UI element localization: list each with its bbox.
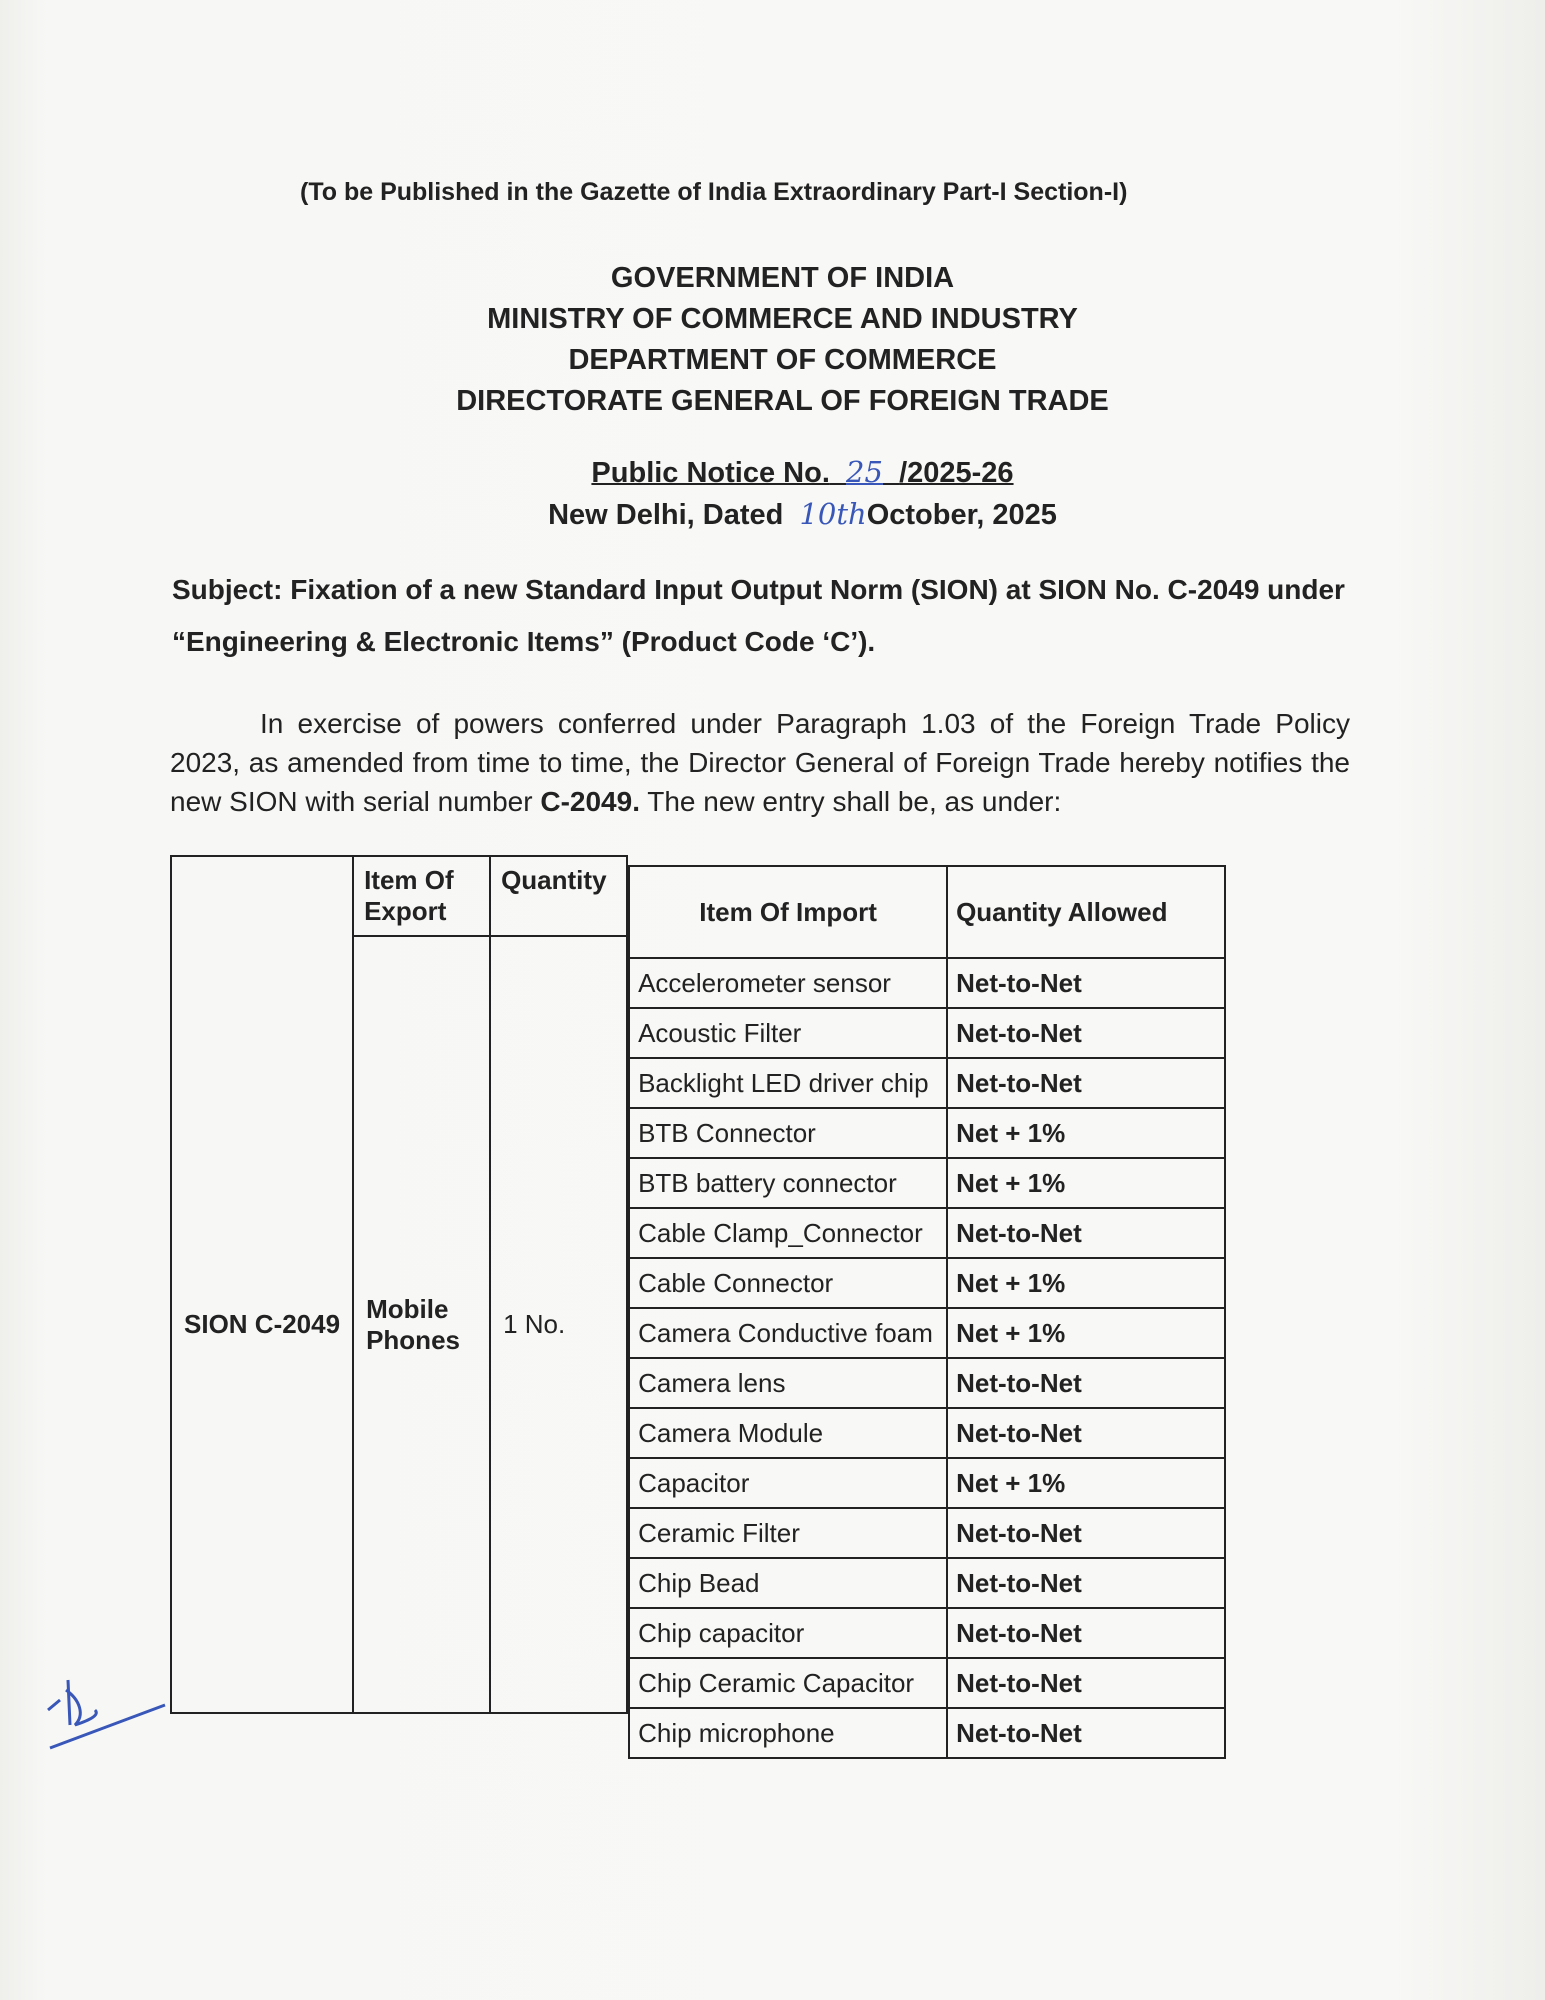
- import-row: [629, 1258, 1225, 1308]
- para-text: In exercise of powers conferred under Paragraph 1.03 of the Foreign Trade Policy 2023, as amended from time to time, the Director General of Foreign Trade hereby notifies the new SION with serial number: [170, 708, 1350, 817]
- import-row: [629, 1358, 1225, 1408]
- org-line: GOVERNMENT OF INDIA: [610, 262, 955, 294]
- quantity-allowed-cell: Net + 1%: [947, 1458, 1225, 1508]
- header-quantity-allowed: Quantity Allowed: [947, 866, 1225, 958]
- import-item-cell: Chip capacitor: [629, 1608, 947, 1658]
- import-item-cell: Capacitor: [629, 1458, 947, 1508]
- quantity-allowed-cell: Net-to-Net: [947, 1508, 1225, 1558]
- import-row: [629, 1608, 1225, 1658]
- import-row: [629, 1558, 1225, 1608]
- import-row: [629, 1208, 1225, 1258]
- subject-line: Subject: Fixation of a new Standard Input Output Norm (SION) at SION No. C-2049 under “Engineering & Electronic Items” (Product Code ‘C’).: [172, 574, 1345, 657]
- sion-number-cell: SION C-2049: [171, 936, 353, 1713]
- import-rows: [629, 958, 1225, 1758]
- notice-number-handwritten: 25: [846, 455, 883, 489]
- import-row: [629, 1158, 1225, 1208]
- header-item-of-export: Item Of Export: [353, 856, 490, 936]
- import-item-cell: Chip microphone: [629, 1708, 947, 1758]
- notice-year: /2025-26: [899, 457, 1014, 489]
- import-row: [629, 1658, 1225, 1708]
- import-row: [629, 1508, 1225, 1558]
- import-item-cell: Cable Connector: [629, 1258, 947, 1308]
- import-item-cell: BTB battery connector: [629, 1158, 947, 1208]
- quantity-allowed-cell: Net + 1%: [947, 1308, 1225, 1358]
- org-header: [0, 258, 1545, 422]
- import-row: [629, 1108, 1225, 1158]
- quantity-allowed-cell: Net + 1%: [947, 1258, 1225, 1308]
- quantity-allowed-cell: Net-to-Net: [947, 1608, 1225, 1658]
- para-sion-number: C-2049.: [540, 786, 640, 817]
- import-item-cell: Accelerometer sensor: [629, 958, 947, 1008]
- import-row: [629, 1308, 1225, 1358]
- import-item-cell: Chip Bead: [629, 1558, 947, 1608]
- quantity-allowed-cell: Net-to-Net: [947, 1708, 1225, 1758]
- import-item-cell: Ceramic Filter: [629, 1508, 947, 1558]
- quantity-allowed-cell: Net-to-Net: [947, 1358, 1225, 1408]
- import-row: [629, 958, 1225, 1008]
- quantity-allowed-cell: Net-to-Net: [947, 958, 1225, 1008]
- import-item-cell: BTB Connector: [629, 1108, 947, 1158]
- import-item-cell: Camera Module: [629, 1408, 947, 1458]
- import-row: [629, 1408, 1225, 1458]
- gazette-line: (To be Published in the Gazette of India Extraordinary Part-I Section-I): [300, 178, 1128, 206]
- quantity-allowed-cell: Net-to-Net: [947, 1558, 1225, 1608]
- import-item-cell: Chip Ceramic Capacitor: [629, 1658, 947, 1708]
- header-item-of-import: Item Of Import: [629, 866, 947, 958]
- org-line: MINISTRY OF COMMERCE AND INDUSTRY: [487, 303, 1078, 335]
- para-text-end: The new entry shall be, as under:: [639, 786, 1062, 817]
- import-table: [628, 865, 1226, 1759]
- header-sion-blank: [171, 856, 353, 936]
- import-row: [629, 1008, 1225, 1058]
- export-quantity-cell: 1 No.: [490, 936, 627, 1713]
- quantity-allowed-cell: Net-to-Net: [947, 1408, 1225, 1458]
- import-row: [629, 1708, 1225, 1758]
- import-item-cell: Cable Clamp_Connector: [629, 1208, 947, 1258]
- header-quantity: Quantity: [490, 856, 627, 936]
- initials-signature-icon: [40, 1670, 170, 1760]
- notice-number-line: [60, 452, 1545, 494]
- dated-prefix: New Delhi, Dated: [548, 499, 784, 531]
- sion-table: [170, 855, 1545, 1759]
- import-item-cell: Acoustic Filter: [629, 1008, 947, 1058]
- import-row: [629, 1058, 1225, 1108]
- export-item-cell: Mobile Phones: [353, 936, 490, 1713]
- body-paragraph: [170, 704, 1350, 821]
- notice-block: [0, 452, 1545, 536]
- quantity-allowed-cell: Net-to-Net: [947, 1658, 1225, 1708]
- import-item-cell: Camera Conductive foam: [629, 1308, 947, 1358]
- org-line: DEPARTMENT OF COMMERCE: [568, 344, 997, 376]
- org-line: DIRECTORATE GENERAL OF FOREIGN TRADE: [456, 385, 1109, 417]
- import-item-cell: Camera lens: [629, 1358, 947, 1408]
- dated-day-handwritten: 10th: [799, 497, 867, 531]
- notice-prefix: Public Notice No.: [591, 457, 830, 489]
- import-row: [629, 1458, 1225, 1508]
- quantity-allowed-cell: Net-to-Net: [947, 1058, 1225, 1108]
- import-item-cell: Backlight LED driver chip: [629, 1058, 947, 1108]
- dated-line: [60, 494, 1545, 536]
- quantity-allowed-cell: Net-to-Net: [947, 1208, 1225, 1258]
- dated-rest: October, 2025: [866, 499, 1057, 531]
- quantity-allowed-cell: Net-to-Net: [947, 1008, 1225, 1058]
- quantity-allowed-cell: Net + 1%: [947, 1158, 1225, 1208]
- export-table: [170, 855, 628, 1714]
- quantity-allowed-cell: Net + 1%: [947, 1108, 1225, 1158]
